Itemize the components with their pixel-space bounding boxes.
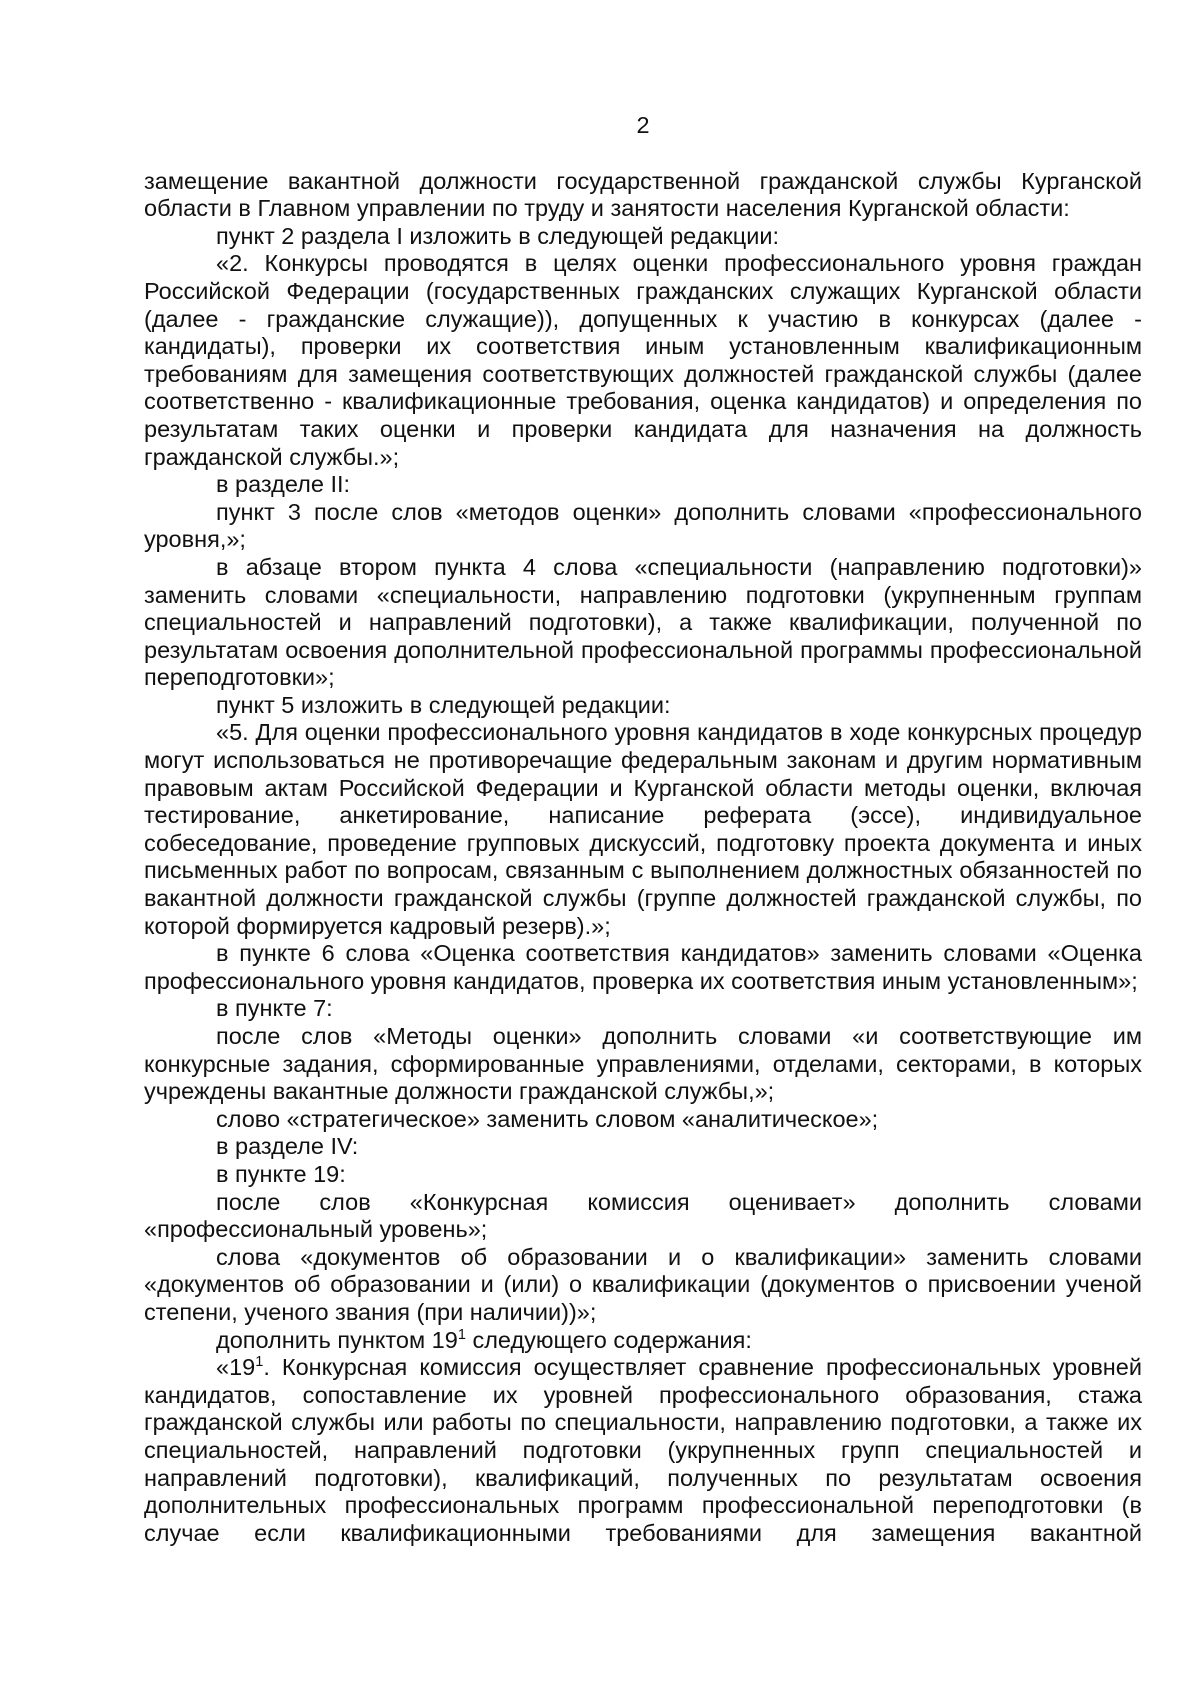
paragraph-9: в пункте 6 слова «Оценка соответствия кандидатов» заменить словами «Оценка профессионального уровня кандидатов, проверка их соответствия иным установленным»; bbox=[144, 940, 1142, 994]
paragraph-17-text-after: следующего содержания: bbox=[465, 1326, 752, 1353]
paragraph-2: пункт 2 раздела I изложить в следующей редакции: bbox=[216, 222, 780, 249]
paragraph-1: замещение вакантной должности государственной гражданской службы Курганской области в Главном управлении по труду и занятости населения Курганской области: bbox=[144, 167, 1142, 222]
paragraph-14: в пункте 19: bbox=[216, 1160, 346, 1187]
superscript-1: 1 bbox=[457, 1326, 466, 1343]
paragraph-11: после слов «Методы оценки» дополнить словами «и соответствующие им конкурсные задания, сформированные управлениями, отделами, секторами, в которых учреждены вакантные должности гражданской службы,»; bbox=[144, 1023, 1142, 1105]
paragraph-15: после слов «Конкурсная комиссия оценивает» дополнить словами «профессиональный уровень»; bbox=[144, 1188, 1142, 1243]
paragraph-17-text-before: дополнить пунктом 19 bbox=[216, 1326, 458, 1353]
paragraph-17 bbox=[144, 1327, 1142, 1355]
paragraph-10: в пункте 7: bbox=[216, 995, 333, 1022]
paragraph-18 bbox=[144, 1354, 1142, 1547]
paragraph-7: пункт 5 изложить в следующей редакции: bbox=[216, 691, 671, 718]
paragraph-18-text-after: . Конкурсная комиссия осуществляет сравнение профессиональных уровней кандидатов, сопоставление их уровней профессионального образования, стажа гражданской службы или работы по специальности, направлению подготовки, а также их специальностей, направлений подготовки (укрупненных групп специальностей и направлений подготовки), квалификаций, полученных по результатам освоения дополнительных профессиональных программ профессиональной переподготовки (в случае если квалификационными требованиями для замещения вакантной bbox=[144, 1354, 1142, 1546]
paragraph-16: слова «документов об образовании и о квалификации» заменить словами «документов об образовании и (или) о квалификации (документов о присвоении ученой степени, ученого звания (при наличии))»; bbox=[144, 1243, 1142, 1325]
paragraph-18-text-before: «19 bbox=[216, 1354, 256, 1381]
paragraph-6: в абзаце втором пункта 4 слова «специальности (направлению подготовки)» заменить словами «специальности, направлению подготовки (укрупненным группам специальностей и направлений подготовки), а также квалификации, полученной по результатам освоения дополнительной профессиональной программы профессиональной переподготовки»; bbox=[144, 553, 1142, 691]
paragraph-5: пункт 3 после слов «методов оценки» дополнить словами «профессионального уровня,»; bbox=[144, 498, 1142, 553]
page-number: 2 bbox=[636, 112, 650, 138]
superscript-1: 1 bbox=[255, 1354, 264, 1371]
paragraph-8: «5. Для оценки профессионального уровня кандидатов в ходе конкурсных процедур могут использоваться не противоречащие федеральным законам и другим нормативным правовым актам Российской Федерации и Курганской области методы оценки, включая тестирование, анкетирование, написание реферата (эссе), индивидуальное собеседование, проведение групповых дискуссий, подготовку проекта документа и иных письменных работ по вопросам, связанным с выполнением должностных обязанностей по вакантной должности гражданской службы (группе должностей гражданской службы, по которой формируется кадровый резерв).»; bbox=[144, 719, 1142, 939]
paragraph-13: в разделе IV: bbox=[216, 1133, 359, 1160]
paragraph-12: слово «стратегическое» заменить словом «аналитическое»; bbox=[216, 1105, 879, 1132]
document-page bbox=[144, 0, 1142, 1547]
paragraph-3: «2. Конкурсы проводятся в целях оценки профессионального уровня граждан Российской Федерации (государственных гражданских служащих Курганской области (далее - гражданские служащие)), допущенных к участию в конкурсах (далее - кандидаты), проверки их соответствия иным установленным квалификационным требованиям для замещения соответствующих должностей гражданской службы (далее соответственно - квалификационные требования, оценка кандидатов) и определения по результатам таких оценки и проверки кандидата для назначения на должность гражданской службы.»; bbox=[144, 250, 1142, 470]
paragraph-4: в разделе II: bbox=[216, 471, 351, 498]
